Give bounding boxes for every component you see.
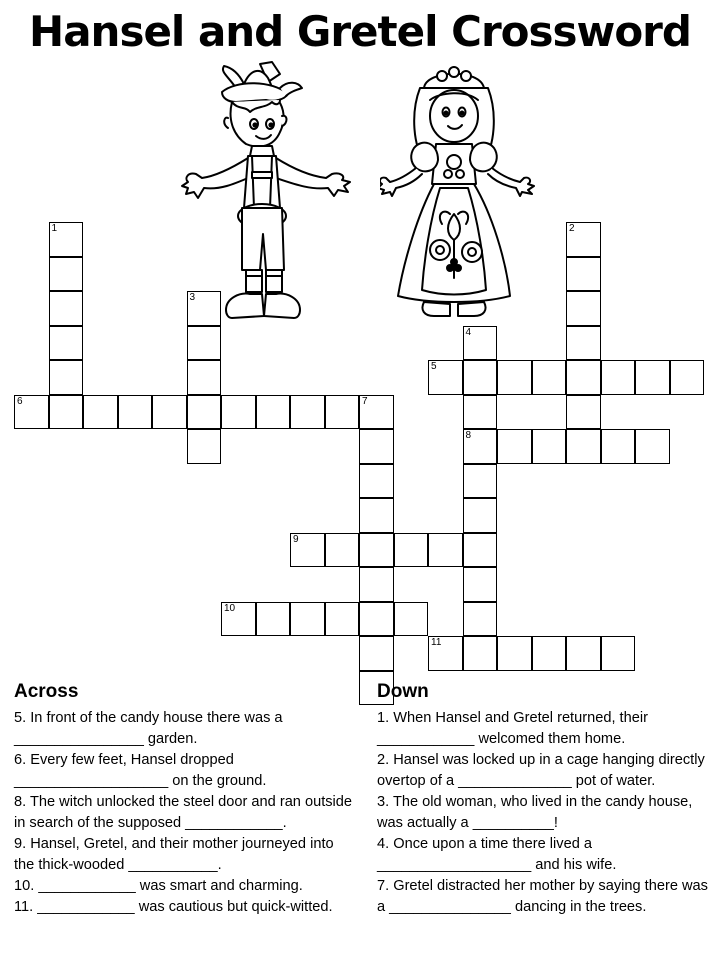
crossword-cell[interactable]	[394, 602, 429, 637]
page-title: Hansel and Gretel Crossword	[29, 7, 691, 56]
crossword-cell[interactable]	[290, 602, 325, 637]
crossword-cell[interactable]	[497, 636, 532, 671]
down-clue-3: 3. The old woman, who lived in the candy house, was actually a __________!	[377, 794, 693, 831]
crossword-cell[interactable]	[566, 326, 601, 361]
crossword-cell[interactable]	[463, 602, 498, 637]
crossword-cell[interactable]	[463, 429, 498, 464]
crossword-cell[interactable]	[463, 636, 498, 671]
across-clue-6: 6. Every few feet, Hansel dropped ___________________ on the ground.	[14, 752, 267, 789]
crossword-cell[interactable]	[256, 602, 291, 637]
crossword-cell[interactable]	[359, 429, 394, 464]
crossword-cell[interactable]	[14, 395, 49, 430]
crossword-cell[interactable]	[428, 636, 463, 671]
across-clue-5: 5. In front of the candy house there was a ________________ garden.	[14, 710, 283, 747]
down-clue-4: 4. Once upon a time there lived a ___________________ and his wife.	[377, 836, 617, 873]
clue-number-1: 1	[51, 223, 58, 234]
crossword-cell[interactable]	[49, 360, 84, 395]
clue-number-10: 10	[224, 602, 236, 614]
crossword-cell[interactable]	[359, 395, 394, 430]
crossword-cell[interactable]	[359, 602, 394, 637]
crossword-cell[interactable]	[49, 395, 84, 430]
crossword-cell[interactable]	[601, 429, 636, 464]
crossword-cell[interactable]	[566, 222, 601, 257]
crossword-cell[interactable]	[49, 291, 84, 326]
crossword-cell[interactable]	[463, 464, 498, 499]
crossword-cell[interactable]	[325, 395, 360, 430]
crossword-cell[interactable]	[394, 533, 429, 568]
crossword-cell[interactable]	[463, 360, 498, 395]
crossword-cell[interactable]	[118, 395, 153, 430]
crossword-cell[interactable]	[428, 360, 463, 395]
crossword-cell[interactable]	[463, 498, 498, 533]
crossword-cell[interactable]	[532, 429, 567, 464]
across-clue-8: 8. The witch unlocked the steel door and ran outside in search of the supposed ____________.	[14, 794, 353, 831]
across-clue-9: 9. Hansel, Gretel, and their mother journeyed into the thick-wooded ___________.	[14, 836, 334, 873]
clue-number-6: 6	[17, 395, 23, 407]
crossword-cell[interactable]	[152, 395, 187, 430]
crossword-cell[interactable]	[290, 533, 325, 568]
crossword-cell[interactable]	[83, 395, 118, 430]
crossword-cell[interactable]	[463, 533, 498, 568]
crossword-cell[interactable]	[187, 360, 222, 395]
crossword-cell[interactable]	[463, 395, 498, 430]
crossword-cell[interactable]	[49, 222, 84, 257]
crossword-cell[interactable]	[359, 464, 394, 499]
clue-number-7: 7	[362, 395, 368, 407]
crossword-cell[interactable]	[532, 636, 567, 671]
clue-number-8: 8	[465, 430, 472, 441]
clue-number-2: 2	[569, 223, 575, 234]
crossword-cell[interactable]	[601, 636, 636, 671]
clue-number-3: 3	[189, 292, 196, 303]
crossword-cell[interactable]	[670, 360, 705, 395]
crossword-cell[interactable]	[187, 291, 222, 326]
crossword-cell[interactable]	[187, 429, 222, 464]
crossword-cell[interactable]	[359, 498, 394, 533]
crossword-cell[interactable]	[428, 533, 463, 568]
across-clues	[14, 678, 354, 918]
crossword-cell[interactable]	[601, 360, 636, 395]
crossword-cell[interactable]	[325, 602, 360, 637]
clue-number-11: 11	[431, 637, 442, 648]
crossword-cell[interactable]	[635, 429, 670, 464]
crossword-cell[interactable]	[359, 567, 394, 602]
crossword-cell[interactable]	[463, 567, 498, 602]
crossword-cell[interactable]	[532, 360, 567, 395]
crossword-cell[interactable]	[256, 395, 291, 430]
crossword-cell[interactable]	[359, 533, 394, 568]
crossword-cell[interactable]	[49, 326, 84, 361]
crossword-cell[interactable]	[187, 395, 222, 430]
crossword-cell[interactable]	[187, 326, 222, 361]
crossword-cell[interactable]	[566, 636, 601, 671]
crossword-cell[interactable]	[497, 429, 532, 464]
crossword-cell[interactable]	[359, 636, 394, 671]
down-clue-2: 2. Hansel was locked up in a cage hanging directly overtop of a ______________ pot of water.	[377, 752, 705, 789]
crossword-cell[interactable]	[463, 326, 498, 361]
crossword-cell[interactable]	[566, 257, 601, 292]
clue-number-4: 4	[465, 326, 472, 338]
crossword-cell[interactable]	[566, 360, 601, 395]
crossword-cell[interactable]	[566, 291, 601, 326]
clue-number-9: 9	[293, 533, 299, 545]
crossword-cell[interactable]	[566, 395, 601, 430]
down-clue-1: 1. When Hansel and Gretel returned, their ____________ welcomed them home.	[377, 710, 648, 747]
clue-number-5: 5	[431, 361, 437, 372]
down-heading: Down	[377, 681, 429, 702]
across-heading: Across	[14, 681, 79, 702]
crossword-cell[interactable]	[221, 395, 256, 430]
crossword-cell[interactable]	[221, 602, 256, 637]
down-clues	[377, 678, 712, 918]
crossword-cell[interactable]	[325, 533, 360, 568]
across-clue-11: 11. ____________ was cautious but quick-witted.	[14, 899, 333, 915]
crossword-cell[interactable]	[290, 395, 325, 430]
down-clue-7: 7. Gretel distracted her mother by saying there was a _______________ dancing in the trees.	[377, 878, 708, 915]
crossword-cell[interactable]	[49, 257, 84, 292]
crossword-cell[interactable]	[566, 429, 601, 464]
crossword-cell[interactable]	[497, 360, 532, 395]
across-clue-10: 10. ____________ was smart and charming.	[14, 878, 303, 894]
crossword-cell[interactable]	[635, 360, 670, 395]
